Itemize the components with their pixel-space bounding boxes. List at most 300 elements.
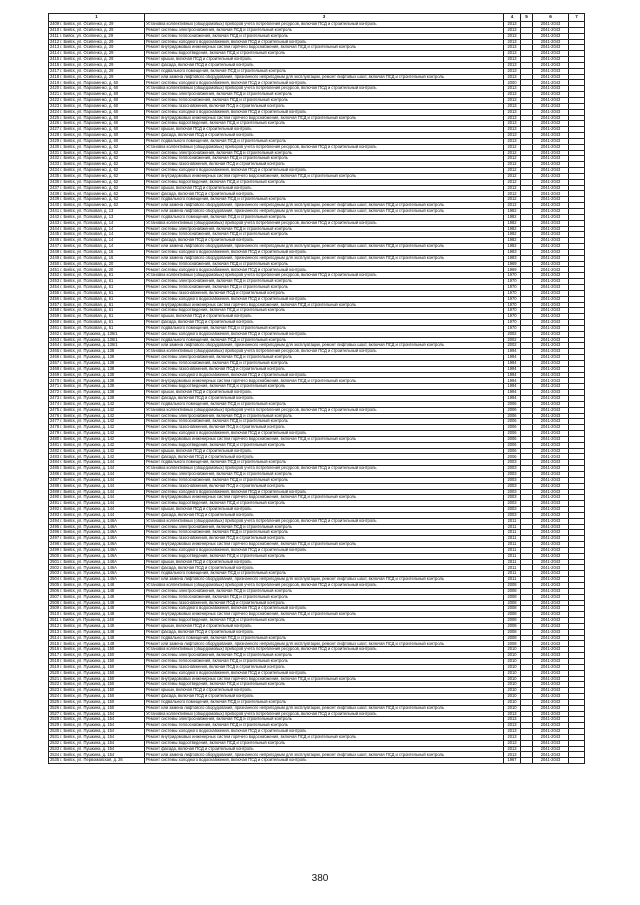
row-address-text: г. Бийск, ул. Пушкина, д. 148: [60, 588, 115, 593]
row-period: 2041-2043: [533, 127, 569, 133]
row-address-text: г. Бийск, ул. Полковая, д. 61: [60, 325, 114, 330]
row-period: 2041-2043: [533, 238, 569, 244]
row-address-text: г. Бийск, ул. Пархоменко, д. 60: [60, 120, 119, 126]
row-address-text: г. Бийск, ул. Пушкина, д. 154: [60, 728, 115, 734]
row-year: 2013: [504, 723, 521, 729]
row-work-type: Ремонт системы холодного водоснабжения, включая ПСД и строительный контроль: [145, 729, 504, 735]
capital-repair-table: [48, 13, 585, 764]
row-period: 2041-2043: [533, 396, 569, 402]
row-work-type: Ремонт системы электроснабжения, включая ПСД и строительный контроль: [145, 150, 504, 156]
row-work-type: Ремонт подвального помещения, включая ПСД и строительный контроль: [145, 460, 504, 466]
row-address-text: г. Бийск, ул. Пушкина, д. 148: [60, 611, 115, 617]
row-work-type: Ремонт системы холодного водоснабжения, включая ПСД и строительный контроль: [145, 80, 504, 86]
row-year: 2008: [504, 629, 521, 635]
row-work-type: Ремонт фасада, включая ПСД и строительный контроль: [145, 62, 504, 68]
row-period: 2041-2043: [533, 483, 569, 489]
row-period: 2041-2043: [533, 62, 569, 68]
row-work-type: Ремонт фасада, включая ПСД и строительный контроль: [145, 454, 504, 460]
row-address-text: г. Бийск, ул. Пархоменко, д. 62: [60, 155, 119, 161]
row-work-type: Ремонт внутридомовых инженерных систем горячего водоснабжения, включая ПСД и строительный контроль: [145, 173, 504, 179]
row-year: 2008: [504, 618, 521, 624]
row-address-text: г. Бийск, ул. Пушкина, д. 144: [60, 489, 115, 494]
row-period: 2041-2043: [533, 641, 569, 647]
row-address-text: г. Бийск, ул. Пархоменко, д. 62: [60, 190, 119, 196]
row-year: 1994: [504, 349, 521, 355]
row-address-text: г. Бийск, ул. Полковая, д. 14: [60, 220, 114, 225]
row-work-type: Ремонт системы водоотведения, включая ПСД и строительный контроль: [145, 121, 504, 127]
row-work-type: Ремонт системы холодного водоснабжения, включая ПСД и строительный контроль: [145, 39, 504, 45]
row-work-type: Ремонт системы теплоснабжения, включая ПСД и строительный контроль: [145, 658, 504, 664]
row-period: 2041-2043: [533, 401, 569, 407]
row-number: 2491: [50, 500, 60, 506]
row-year: 2013: [504, 734, 521, 740]
row-year: 1982: [504, 209, 521, 215]
row-year: 2006: [504, 454, 521, 460]
row-address-text: г. Бийск, ул. Пушкина, д. 146А: [60, 541, 117, 547]
row-work-type: Ремонт системы водоотведения, включая ПСД и строительный контроль: [145, 618, 504, 624]
row-work-type: Ремонт фасада, включая ПСД и строительный контроль: [145, 133, 504, 139]
row-work-type: Ремонт или замена лифтового оборудования, признанного непригодным для эксплуатации, ремонт лифтовых шахт, включая ПСД и строительный контроль: [145, 255, 504, 261]
row-year: 2002: [504, 337, 521, 343]
row-number: 2523: [50, 687, 60, 693]
row-year: 2011: [504, 565, 521, 571]
row-year: 1969: [504, 267, 521, 273]
row-year: 2008: [504, 612, 521, 618]
row-number: 2441: [50, 208, 60, 214]
row-address-text: г. Бийск, ул. Полковая, д. 61: [60, 272, 114, 278]
row-number: 2517: [50, 652, 60, 658]
row-period: 2041-2043: [533, 185, 569, 191]
row-period: 2041-2043: [533, 255, 569, 261]
row-address-text: г. Бийск, ул. Пушкина, д. 144: [60, 494, 115, 500]
row-number: 2501: [50, 559, 60, 564]
row-address-text: г. Бийск, ул. Пушкина, д. 148: [60, 623, 115, 628]
row-number: 2430: [50, 144, 60, 149]
row-year: 2003: [504, 466, 521, 472]
row-work-type: Ремонт крыши, включая ПСД и строительный контроль: [145, 688, 504, 694]
row-period: 2041-2043: [533, 717, 569, 723]
row-year: 2012: [504, 150, 521, 156]
row-year: 1982: [504, 214, 521, 220]
row-address-text: г. Бийск, ул. Пушкина, д. 150: [60, 705, 115, 710]
row-year: 1970: [504, 308, 521, 314]
row-number: 2522: [50, 681, 60, 687]
row-number: 2449: [50, 255, 60, 260]
row-period: 2041-2043: [533, 746, 569, 752]
row-year: 2010: [504, 664, 521, 670]
row-year: 2013: [504, 752, 521, 758]
row-work-type: Ремонт крыши, включая ПСД и строительный контроль: [145, 507, 504, 513]
row-year: 2002: [504, 343, 521, 349]
row-period: 2041-2043: [533, 244, 569, 250]
row-address-text: г. Бийск, ул. Пушкина, д. 148: [60, 605, 115, 611]
row-number: 2486: [50, 471, 60, 477]
row-work-type: Ремонт или замена лифтового оборудования, признанного непригодным для эксплуатации, ремонт лифтовых шахт, включая ПСД и строительный контроль: [145, 705, 504, 711]
row-period: 2041-2043: [533, 191, 569, 197]
row-period: 2041-2043: [533, 594, 569, 600]
row-number: 2411: [50, 33, 59, 38]
row-year: 1994: [504, 390, 521, 396]
row-address-text: г. Бийск, ул. Пархоменко, д. 60: [60, 138, 119, 143]
row-year: 2006: [504, 419, 521, 425]
row-period: 2041-2043: [533, 699, 569, 705]
row-year: 2013: [504, 711, 521, 717]
row-year: 2013: [504, 115, 521, 121]
row-address-text: г. Бийск, ул. Пархоменко, д. 60: [60, 126, 119, 132]
row-period: 2041-2043: [533, 360, 569, 366]
row-number: 2504: [50, 576, 60, 582]
row-work-type: Ремонт системы электроснабжения, включая ПСД и строительный контроль: [145, 471, 504, 477]
row-address-text: г. Бийск, ул. Осипенко, д. 29: [60, 68, 114, 73]
row-address-text: г. Бийск, ул. Пушкина, д. 144: [60, 471, 115, 477]
row-address-text: г. Бийск, ул. Пушкина, д. 142: [60, 418, 115, 424]
row-work-type: Ремонт системы газоснабжения, включая ПСД и строительный контроль: [145, 103, 504, 109]
row-period: 2041-2043: [533, 553, 569, 559]
row-number: 2452: [50, 272, 60, 278]
row-number: 2505: [50, 582, 60, 588]
row-work-type: Установка коллективных (общедомовых) приборов учета потребления ресурсов, включая ПСД и строительный контроль: [145, 407, 504, 413]
row-address-text: г. Бийск, ул. Пушкина, д. 150: [60, 699, 115, 704]
row-work-type: Ремонт системы газоснабжения, включая ПСД и строительный контроль: [145, 483, 504, 489]
row-year: 1969: [504, 261, 521, 267]
row-period: 2041-2043: [533, 103, 569, 109]
row-period: 2041-2043: [533, 758, 569, 764]
row-year: 1970: [504, 320, 521, 326]
page-number: 380: [311, 873, 329, 884]
row-year: 2013: [504, 22, 521, 28]
row-work-type: Ремонт внутридомовых инженерных систем горячего водоснабжения, включая ПСД и строительный контроль: [145, 45, 504, 51]
row-work-type: Ремонт подвального помещения, включая ПСД и строительный контроль: [145, 699, 504, 705]
row-number: 2422: [50, 97, 60, 103]
row-work-type: Ремонт крыши, включая ПСД и строительный контроль: [145, 57, 504, 63]
row-period: 2041-2043: [533, 214, 569, 220]
row-year: 2010: [504, 653, 521, 659]
row-period: 2041-2043: [533, 138, 569, 144]
row-year: 2013: [504, 717, 521, 723]
row-period: 2041-2043: [533, 618, 569, 624]
row-year: 2003: [504, 512, 521, 518]
row-year: 2013: [504, 68, 521, 74]
row-number: 2424: [50, 109, 60, 114]
row-address-text: г. Бийск, ул. Полковая, д. 14: [60, 243, 114, 249]
row-year: 2011: [504, 530, 521, 536]
row-year: 2012: [504, 185, 521, 191]
row-year: 1994: [504, 372, 521, 378]
row-period: 2041-2043: [533, 431, 569, 437]
row-period: 2041-2043: [533, 723, 569, 729]
row-address-text: г. Бийск, ул. Осипенко, д. 29: [60, 21, 114, 27]
row-number: 2455: [50, 290, 60, 295]
row-period: 2041-2043: [533, 349, 569, 355]
row-work-type: Ремонт фасада, включая ПСД и строительный контроль: [145, 629, 504, 635]
row-period: 2041-2043: [533, 267, 569, 273]
row-number: 2453: [50, 278, 60, 284]
row-number: 2467: [50, 360, 60, 365]
row-number: 2436: [50, 179, 60, 184]
row-address-text: г. Бийск, ул. Пушкина, д. 146А: [60, 524, 117, 529]
row-period: 2041-2043: [533, 629, 569, 635]
row-period: 2041-2043: [533, 97, 569, 103]
row-address-text: г. Бийск, ул. Пушкина, д. 154: [60, 716, 115, 722]
row-number: 2502: [50, 564, 60, 570]
row-period: 2041-2043: [533, 203, 569, 209]
row-address-text: г. Бийск, ул. Пушкина, д. 146А: [60, 559, 117, 564]
row-work-type: Ремонт системы теплоснабжения, включая ПСД и строительный контроль: [145, 232, 504, 238]
row-year: 2012: [504, 144, 521, 150]
row-year: 2006: [504, 442, 521, 448]
row-period: 2041-2043: [533, 27, 569, 33]
row-address-text: г. Бийск, ул. Пушкина, д. 148: [59, 617, 114, 623]
row-number: 2510: [50, 611, 60, 617]
row-number: 2472: [50, 389, 60, 395]
row-period: 2041-2043: [533, 606, 569, 612]
row-address-text: г. Бийск, ул. Полковая, д. 14: [60, 231, 114, 237]
row-period: 2041-2043: [533, 150, 569, 156]
row-period: 2041-2043: [533, 740, 569, 746]
row-year: 2008: [504, 588, 521, 594]
row-work-type: Установка коллективных (общедомовых) приборов учета потребления ресурсов, включая ПСД и строительный контроль: [145, 349, 504, 355]
row-address-text: г. Бийск, ул. Пушкина, д. 146А: [60, 576, 117, 582]
row-work-type: Ремонт системы электроснабжения, включая ПСД и строительный контроль: [145, 226, 504, 232]
row-address-text: г. Бийск, ул. Пушкина, д. 142: [60, 401, 115, 406]
row-period: 2041-2043: [533, 530, 569, 536]
row-period: 2041-2043: [533, 694, 569, 700]
table-header-row: [49, 14, 585, 22]
row-year: 2013: [504, 86, 521, 92]
row-address-text: г. Бийск, ул. Осипенко, д. 29: [59, 33, 114, 38]
row-work-type: Ремонт фасада, включая ПСД и строительный контроль: [145, 694, 504, 700]
row-address-text: г. Бийск, ул. Полковая, д. 16: [60, 249, 114, 254]
row-work-type: Ремонт подвального помещения, включая ПСД и строительный контроль: [145, 325, 504, 331]
row-period: 2041-2043: [533, 33, 569, 39]
row-address-text: г. Бийск, ул. Пушкина, д. 146А: [60, 518, 117, 523]
row-period: 2041-2043: [533, 320, 569, 326]
row-address-text: г. Бийск, ул. Полковая, д. 61: [60, 313, 114, 319]
row-period: 2041-2043: [533, 296, 569, 302]
row-number: 2457: [50, 302, 60, 307]
row-work-type: Установка коллективных (общедомовых) приборов учета потребления ресурсов, включая ПСД и строительный контроль: [145, 711, 504, 717]
row-number: 2468: [50, 366, 60, 371]
row-period: 2041-2043: [533, 518, 569, 524]
row-year: 2008: [504, 641, 521, 647]
row-year: 1970: [504, 284, 521, 290]
row-work-type: Ремонт системы теплоснабжения, включая ПСД и строительный контроль: [145, 97, 504, 103]
row-period: 2041-2043: [533, 612, 569, 618]
row-period: 2041-2043: [533, 22, 569, 28]
row-number: 2478: [50, 424, 60, 430]
row-year: 2010: [504, 676, 521, 682]
row-number: 2464: [50, 342, 60, 348]
row-work-type: Ремонт системы водоотведения, включая ПСД и строительный контроль: [145, 384, 504, 390]
row-address-text: г. Бийск, ул. Пушкина, д. 144: [60, 483, 115, 488]
row-year: 2013: [504, 746, 521, 752]
row-number: 2503: [50, 570, 60, 576]
row-number: 2512: [50, 623, 60, 628]
row-number: 2414: [50, 50, 60, 56]
row-year: 2012: [504, 197, 521, 203]
row-number: 2433: [50, 161, 60, 167]
row-number: 2446: [50, 237, 60, 243]
row-period: 2041-2043: [533, 226, 569, 232]
header-col-7: 7: [569, 14, 585, 22]
row-period: 2041-2043: [533, 658, 569, 664]
row-period: 2041-2043: [533, 173, 569, 179]
row-year: 2006: [504, 431, 521, 437]
row-year: 2006: [504, 401, 521, 407]
row-address-text: г. Бийск, ул. Пушкина, д. 146А: [60, 564, 117, 570]
row-year: 2011: [504, 577, 521, 583]
row-number: 2498: [50, 541, 60, 547]
row-year: 2013: [504, 57, 521, 63]
row-period: 2041-2043: [533, 80, 569, 86]
row-address-text: г. Бийск, ул. Полковая, д. 61: [60, 307, 114, 313]
row-number: 2417: [50, 68, 60, 73]
row-work-type: Ремонт фасада, включая ПСД и строительный контроль: [145, 320, 504, 326]
row-period: 2041-2043: [533, 571, 569, 577]
row-address-text: г. Бийск, ул. Осипенко, д. 29: [60, 39, 114, 44]
row-work-type: Установка коллективных (общедомовых) приборов учета потребления ресурсов, включая ПСД и строительный контроль: [145, 22, 504, 28]
row-address-text: г. Бийск, ул. Пушкина, д. 136/1: [60, 337, 118, 342]
row-address-text: г. Бийск, ул. Пархоменко, д. 60: [60, 115, 119, 120]
row-work-type: Ремонт системы теплоснабжения, включая ПСД и строительный контроль: [145, 284, 504, 290]
row-period: 2041-2043: [533, 647, 569, 653]
row-period: 2041-2043: [533, 302, 569, 308]
row-year: 2013: [504, 62, 521, 68]
row-period: 2041-2043: [533, 734, 569, 740]
row-period: 2041-2043: [533, 144, 569, 150]
row-year: 2010: [504, 670, 521, 676]
row-year: 2013: [504, 740, 521, 746]
row-number: 2483: [50, 453, 60, 459]
row-number: 2462: [50, 331, 60, 336]
row-number: 2499: [50, 547, 60, 552]
row-year: 1982: [504, 226, 521, 232]
row-number: 2466: [50, 354, 60, 360]
row-number: 2412: [50, 39, 60, 44]
row-address-text: г. Бийск, ул. Полковая, д. 61: [60, 284, 114, 290]
row-period: 2041-2043: [533, 512, 569, 518]
row-period: 2041-2043: [533, 68, 569, 74]
row-number: 2485: [50, 465, 60, 471]
row-address-text: г. Бийск, ул. Пархоменко, д. 60: [60, 97, 119, 103]
row-work-type: Ремонт подвального помещения, включая ПСД и строительный контроль: [145, 571, 504, 577]
row-year: 1970: [504, 302, 521, 308]
row-address-text: г. Бийск, ул. Полковая, д. 61: [60, 296, 114, 301]
row-period: 2041-2043: [533, 635, 569, 641]
row-work-type: Установка коллективных (общедомовых) приборов учета потребления ресурсов, включая ПСД и строительный контроль: [145, 220, 504, 226]
row-address-text: г. Бийск, ул. Пушкина, д. 150: [60, 646, 115, 652]
row-number: 2463: [50, 337, 60, 342]
row-year: 2010: [504, 682, 521, 688]
row-number: 2461: [50, 325, 60, 330]
row-year: 2012: [504, 191, 521, 197]
row-number: 2524: [50, 693, 60, 699]
row-address-text: г. Бийск, ул. Осипенко, д. 29: [60, 62, 114, 67]
row-number: 2445: [50, 231, 60, 237]
row-address-text: г. Бийск, ул. Пархоменко, д. 62: [60, 150, 119, 155]
row-address-text: г. Бийск, ул. Пушкина, д. 146А: [60, 529, 117, 535]
row-work-type: Ремонт внутридомовых инженерных систем горячего водоснабжения, включая ПСД и строительный контроль: [145, 734, 504, 740]
row-number: 2527: [50, 711, 60, 716]
row-address-text: г. Бийск, ул. Осипенко, д. 29: [60, 74, 114, 79]
row-year: 2003: [504, 495, 521, 501]
row-period: 2041-2043: [533, 495, 569, 501]
row-work-type: Ремонт системы электроснабжения, включая ПСД и строительный контроль: [145, 588, 504, 594]
row-period: 2041-2043: [533, 542, 569, 548]
row-number: 2454: [50, 284, 60, 290]
row-number: 2450: [50, 261, 60, 266]
row-period: 2041-2043: [533, 162, 569, 168]
row-work-type: Ремонт системы холодного водоснабжения, включая ПСД и строительный контроль: [145, 168, 504, 174]
row-number: 2513: [50, 629, 60, 634]
row-year: 2008: [504, 594, 521, 600]
row-year: 2006: [504, 425, 521, 431]
row-period: 2041-2043: [533, 489, 569, 495]
row-period: 2041-2043: [533, 133, 569, 139]
row-period: 2041-2043: [533, 471, 569, 477]
row-period: 2041-2043: [533, 337, 569, 343]
row-work-type: Ремонт крыши, включая ПСД и строительный контроль: [145, 185, 504, 191]
row-number: 2494: [50, 518, 60, 523]
row-address-text: г. Бийск, ул. Полковая, д. 16: [60, 255, 114, 260]
row-year: 2013: [504, 92, 521, 98]
row-address-text: г. Бийск, ул. Пушкина, д. 150: [60, 676, 115, 681]
row-period: 2041-2043: [533, 261, 569, 267]
row-year: 2002: [504, 331, 521, 337]
row-period: 2041-2043: [533, 168, 569, 174]
row-address-text: г. Бийск, ул. Пушкина, д. 148: [60, 635, 115, 640]
row-year: 1983: [504, 249, 521, 255]
row-period: 2041-2043: [533, 115, 569, 121]
row-number: 2535: [50, 757, 60, 763]
row-period: 2041-2043: [533, 711, 569, 717]
row-work-type: Ремонт системы теплоснабжения, включая ПСД и строительный контроль: [145, 360, 504, 366]
row-address-text: г. Бийск, ул. Пушкина, д. 144: [60, 477, 115, 482]
row-address-text: г. Бийск, ул. Пушкина, д. 138: [60, 389, 115, 395]
row-work-type: Ремонт внутридомовых инженерных систем горячего водоснабжения, включая ПСД и строительный контроль: [145, 436, 504, 442]
row-number: 2410: [50, 27, 60, 32]
row-work-type: Ремонт системы водоотведения, включая ПСД и строительный контроль: [145, 51, 504, 57]
row-year: 2003: [504, 507, 521, 513]
row-year: 1982: [504, 232, 521, 238]
row-address-text: г. Бийск, ул. Пушкина, д. 138: [60, 360, 115, 365]
row-period: 2041-2043: [533, 460, 569, 466]
row-period: 2041-2043: [533, 466, 569, 472]
row-address-text: г. Бийск, ул. Пушкина, д. 154: [60, 711, 115, 716]
row-work-type: Ремонт системы теплоснабжения, включая ПСД и строительный контроль: [145, 419, 504, 425]
header-col-6: 6: [533, 14, 569, 22]
row-year: 2012: [504, 168, 521, 174]
row-period: 2041-2043: [533, 109, 569, 115]
row-number: 2428: [50, 132, 60, 138]
row-period: 2041-2043: [533, 156, 569, 162]
row-period: 2041-2043: [533, 378, 569, 384]
row-address-text: г. Бийск, ул. Пушкина, д. 146А: [60, 535, 117, 541]
row-number: 2484: [50, 459, 60, 465]
row-address-text: г. Бийск, ул. Пархоменко, д. 62: [60, 173, 119, 178]
row-address-text: г. Бийск, ул. Пушкина, д. 150: [60, 670, 115, 675]
row-number: 2507: [50, 594, 60, 599]
row-work-type: Ремонт крыши, включая ПСД и строительный контроль: [145, 390, 504, 396]
row-number: 2511: [50, 617, 59, 623]
row-address-text: г. Бийск, ул. Пушкина, д. 142: [60, 436, 115, 441]
header-col-3: 3: [145, 14, 504, 22]
row-number: 2460: [50, 319, 60, 325]
row-address-text: г. Бийск, ул. Пушкина, д. 138: [60, 383, 115, 389]
row-work-type: Ремонт системы теплоснабжения, включая ПСД и строительный контроль: [145, 723, 504, 729]
row-period: 2041-2043: [533, 565, 569, 571]
row-address-text: г. Бийск, ул. Пушкина, д. 138: [60, 348, 115, 354]
